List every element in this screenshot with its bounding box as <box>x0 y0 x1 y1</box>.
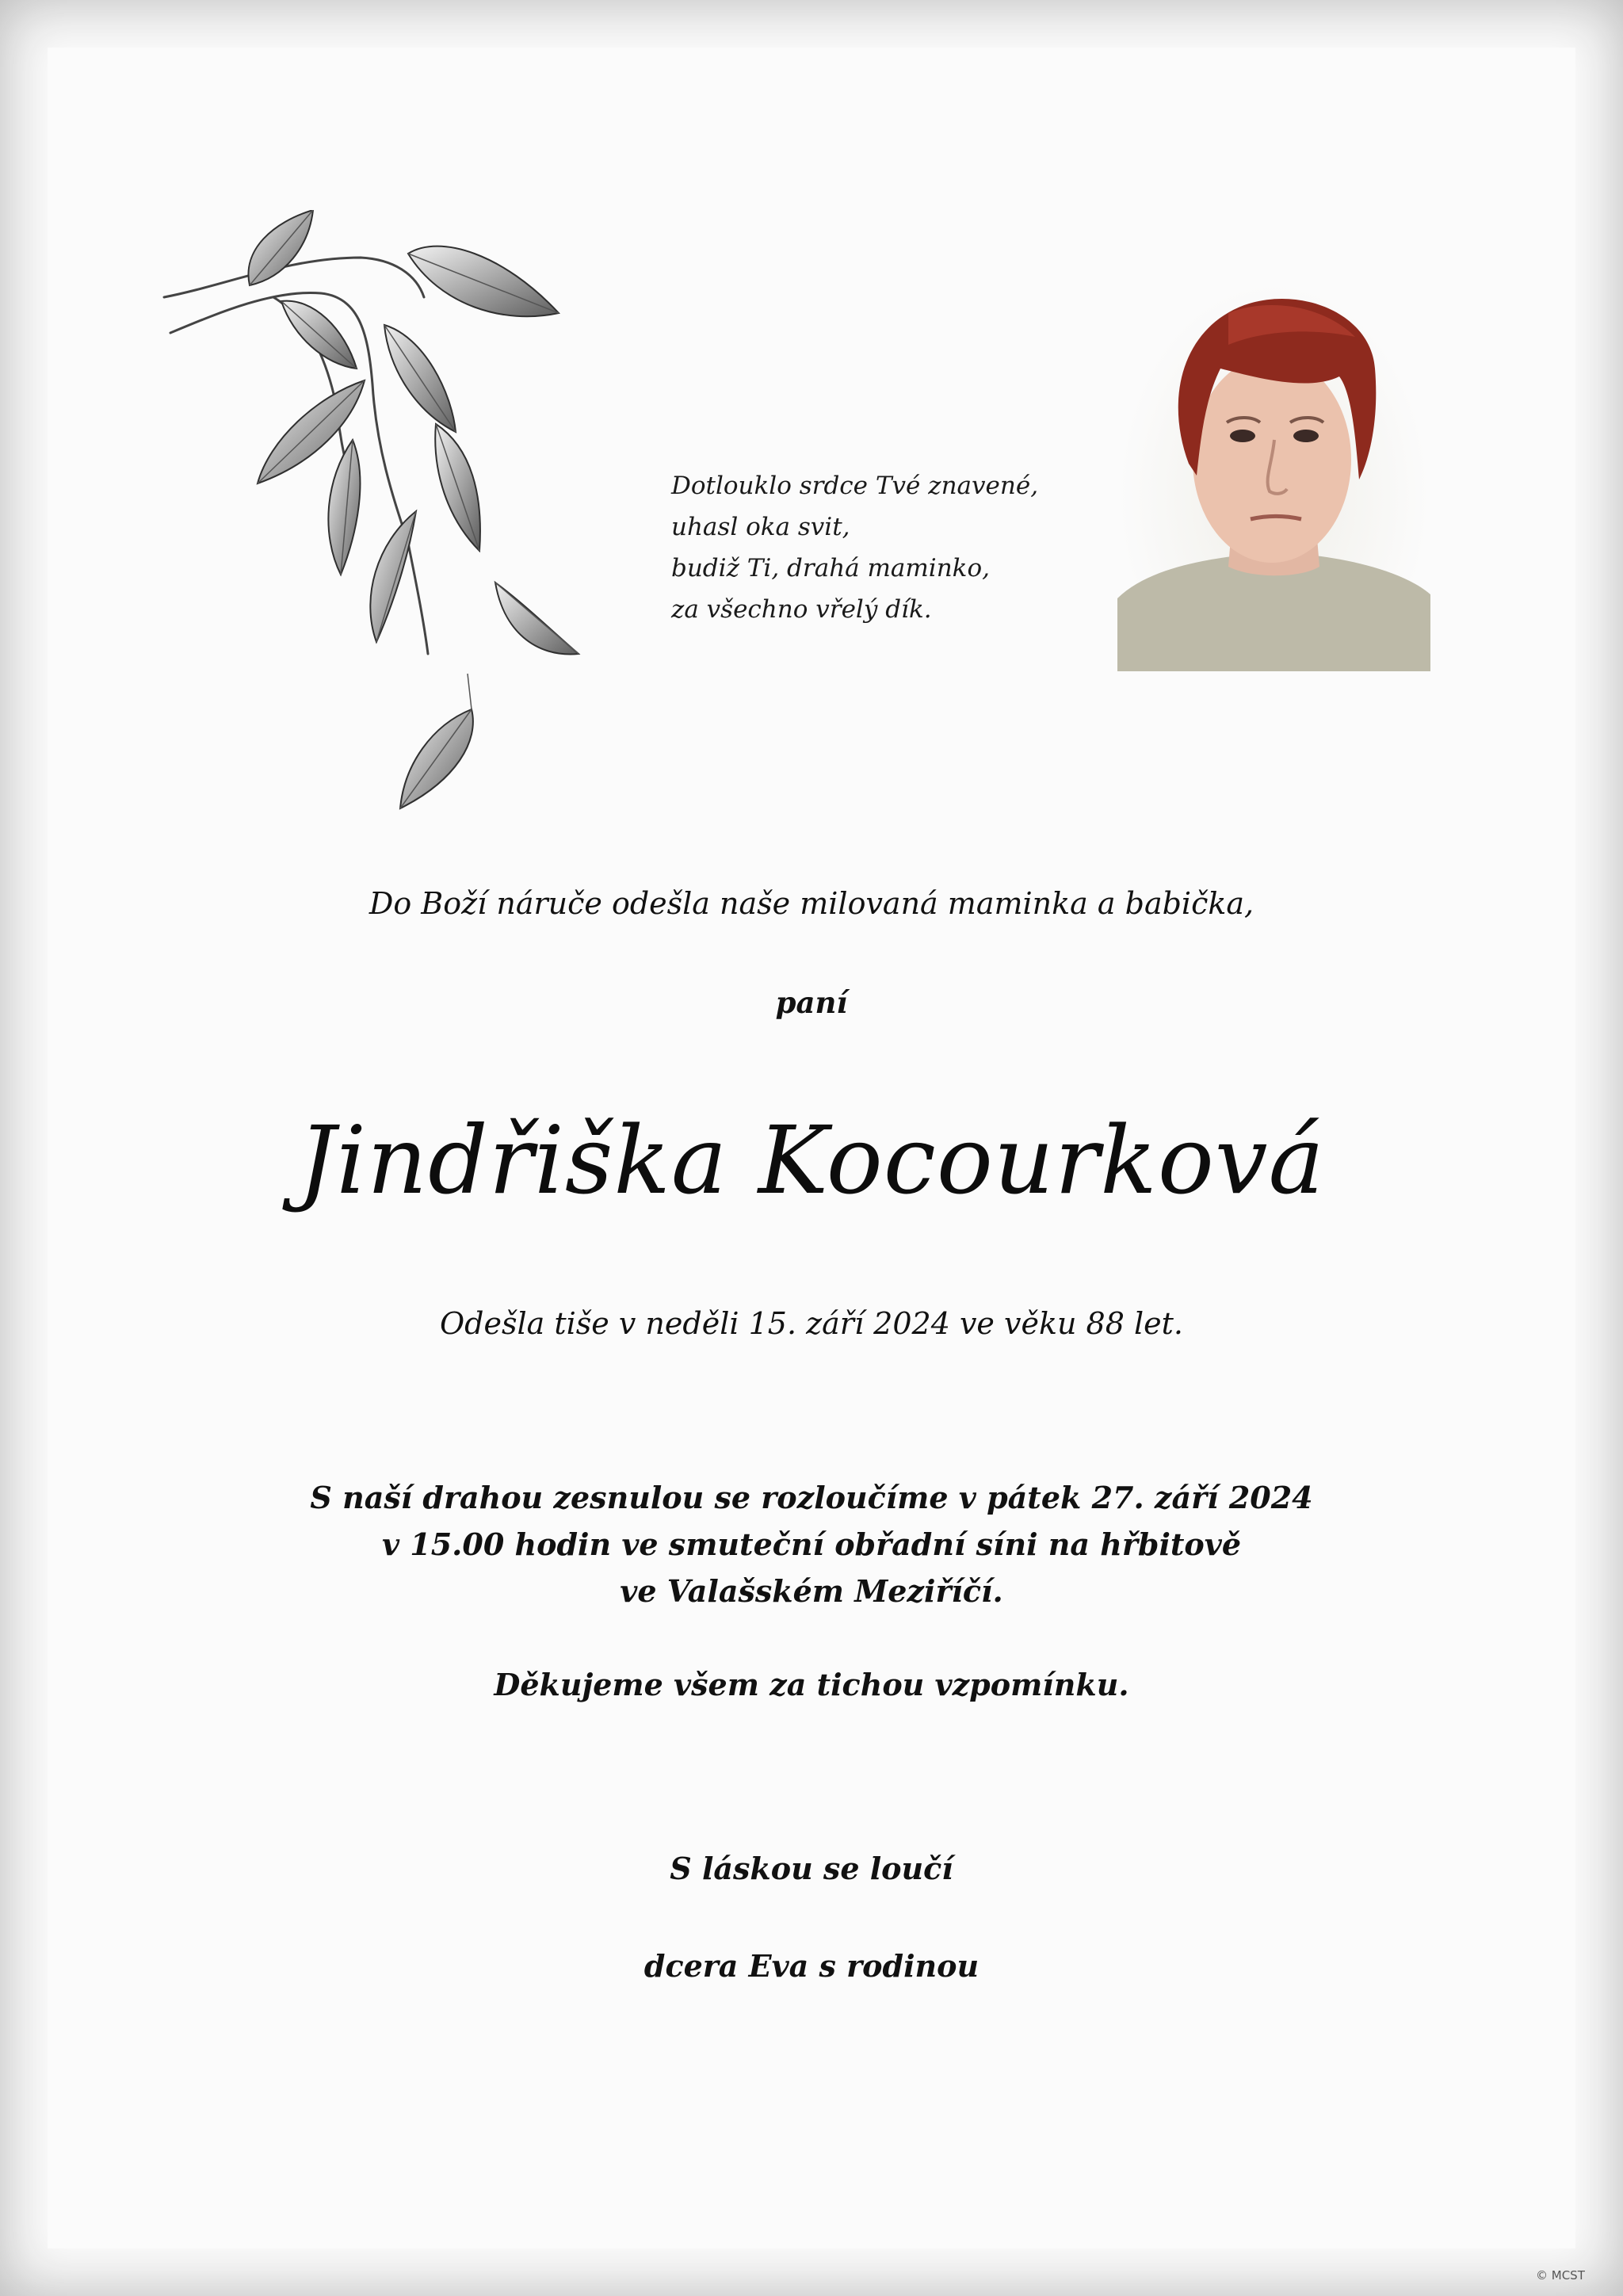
poem-line: Dotlouklo srdce Tvé znavené, <box>671 472 1039 500</box>
poem-line: za všechno vřelý dík. <box>671 595 932 624</box>
funeral-details-line: S naší drahou zesnulou se rozloučíme v pátek 27. září 2024 <box>310 1480 1313 1515</box>
funeral-details-line: v 15.00 hodin ve smuteční obřadní síni na hřbitově <box>381 1526 1242 1562</box>
funeral-details-line: ve Valašském Meziříčí. <box>620 1573 1003 1609</box>
poem-line: uhasl oka svit, <box>671 513 850 541</box>
deceased-name: Jindřiška Kocourková <box>298 1106 1325 1215</box>
copyright-mark: © MCST <box>1536 2268 1585 2283</box>
memorial-poem <box>671 465 1147 630</box>
closing-love: S láskou se loučí <box>670 1851 953 1886</box>
funeral-details <box>0 1474 1623 1614</box>
leaf-branch-illustration <box>155 210 598 820</box>
poem-line: budiž Ti, drahá maminko, <box>671 554 990 583</box>
death-notice: Odešla tiše v neděli 15. září 2024 ve věku 88 let. <box>440 1306 1183 1341</box>
closing-family: dcera Eva s rodinou <box>643 1948 980 1984</box>
thanks-line: Děkujeme všem za tichou vzpomínku. <box>494 1667 1129 1702</box>
honorific: paní <box>775 985 848 1020</box>
portrait-photo <box>1117 281 1430 671</box>
announcement-intro: Do Boží náruče odešla naše milovaná maminka a babička, <box>369 886 1254 921</box>
